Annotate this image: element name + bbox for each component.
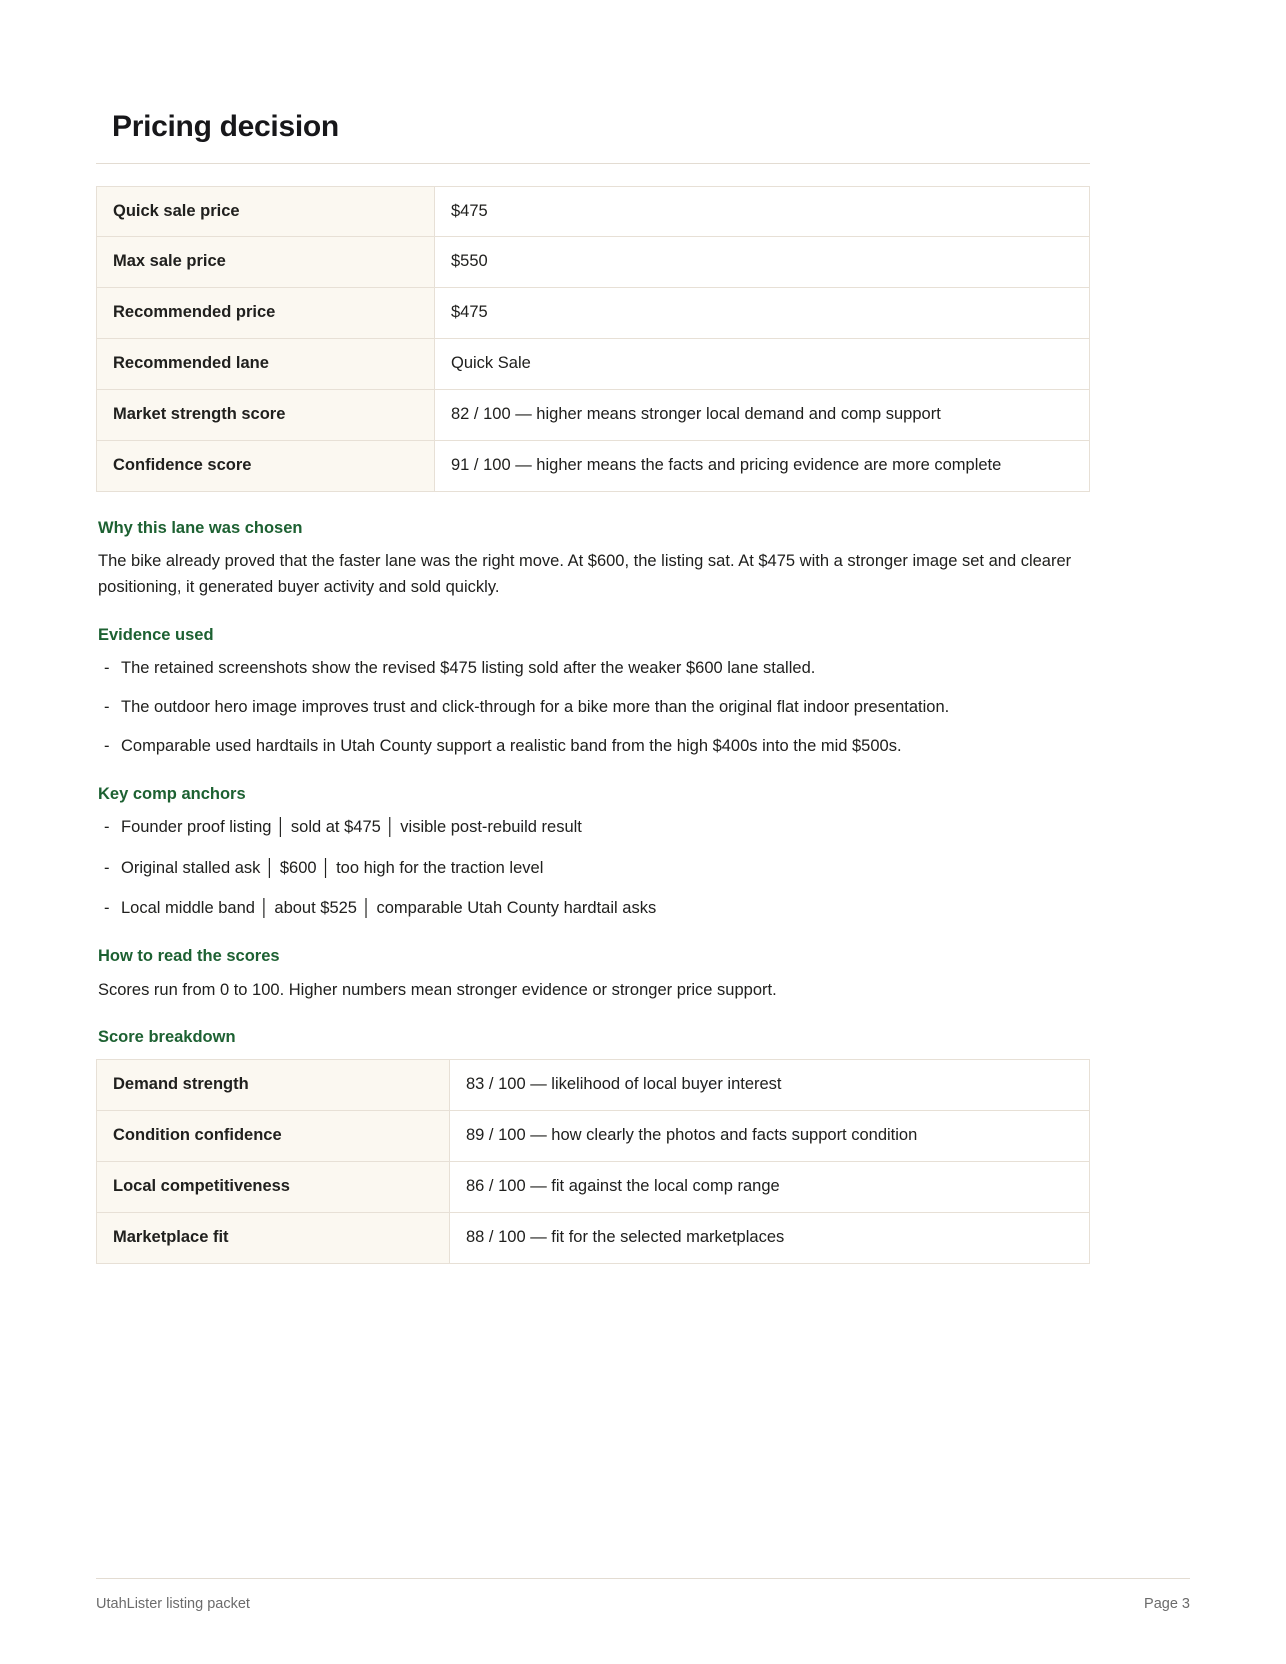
table-row bbox=[97, 1161, 1090, 1212]
list-item: - Founder proof listing │ sold at $475 │ visible post-rebuild result bbox=[102, 815, 1090, 841]
footer-page-number: Page 3 bbox=[1144, 1596, 1190, 1612]
footer-row bbox=[96, 1596, 1190, 1612]
list-item: - Original stalled ask │ $600 │ too high for the traction level bbox=[102, 856, 1090, 882]
list-item: - The outdoor hero image improves trust and click-through for a bike more than the original flat indoor presentation. bbox=[102, 695, 1090, 721]
row-value: 86 / 100 — fit against the local comp range bbox=[450, 1161, 1090, 1212]
footer-divider bbox=[96, 1578, 1190, 1579]
title-divider bbox=[96, 163, 1090, 164]
comp-anchors-list bbox=[96, 815, 1090, 922]
row-label: Recommended lane bbox=[97, 339, 435, 390]
row-value: 89 / 100 — how clearly the photos and facts support condition bbox=[450, 1110, 1090, 1161]
section-heading-why-lane: Why this lane was chosen bbox=[98, 519, 303, 538]
row-label: Recommended price bbox=[97, 288, 435, 339]
row-value: 91 / 100 — higher means the facts and pricing evidence are more complete bbox=[435, 441, 1090, 492]
row-value: 88 / 100 — fit for the selected marketplaces bbox=[450, 1212, 1090, 1263]
row-label: Max sale price bbox=[97, 237, 435, 288]
table-row bbox=[97, 237, 1090, 288]
evidence-list bbox=[96, 656, 1090, 759]
row-value: 82 / 100 — higher means stronger local demand and comp support bbox=[435, 390, 1090, 441]
why-lane-paragraph: The bike already proved that the faster lane was the right move. At $600, the listing sat. At $475 with a stronger image set and clearer positioning, it generated buyer activity and sold quickly. bbox=[98, 552, 1072, 597]
footer-document-name: UtahLister listing packet bbox=[96, 1596, 250, 1612]
section-heading-score-breakdown: Score breakdown bbox=[98, 1028, 236, 1047]
section-heading-comp-anchors: Key comp anchors bbox=[98, 784, 246, 803]
page-footer bbox=[96, 1578, 1190, 1612]
how-to-read-paragraph: Scores run from 0 to 100. Higher numbers mean stronger evidence or stronger price support. bbox=[98, 980, 777, 999]
score-breakdown-table-body bbox=[97, 1059, 1090, 1263]
row-value: 83 / 100 — likelihood of local buyer interest bbox=[450, 1059, 1090, 1110]
table-row bbox=[97, 1059, 1090, 1110]
row-label: Marketplace fit bbox=[97, 1212, 450, 1263]
row-label: Local competitiveness bbox=[97, 1161, 450, 1212]
row-label: Demand strength bbox=[97, 1059, 450, 1110]
row-value: $475 bbox=[435, 288, 1090, 339]
row-label: Market strength score bbox=[97, 390, 435, 441]
section-heading-evidence: Evidence used bbox=[98, 625, 214, 644]
list-item: - The retained screenshots show the revised $475 listing sold after the weaker $600 lane stalled. bbox=[102, 656, 1090, 682]
score-breakdown-table bbox=[96, 1059, 1090, 1264]
list-item: - Comparable used hardtails in Utah County support a realistic band from the high $400s into the mid $500s. bbox=[102, 734, 1090, 760]
table-row bbox=[97, 339, 1090, 390]
list-item: - Local middle band │ about $525 │ comparable Utah County hardtail asks bbox=[102, 896, 1090, 922]
table-row bbox=[97, 288, 1090, 339]
table-row bbox=[97, 390, 1090, 441]
pricing-decision-table-body bbox=[97, 186, 1090, 492]
row-label: Condition confidence bbox=[97, 1110, 450, 1161]
pricing-decision-table bbox=[96, 186, 1090, 493]
page-title: Pricing decision bbox=[112, 110, 339, 143]
row-value: Quick Sale bbox=[435, 339, 1090, 390]
row-value: $550 bbox=[435, 237, 1090, 288]
row-value: $475 bbox=[435, 186, 1090, 237]
table-row bbox=[97, 186, 1090, 237]
row-label: Confidence score bbox=[97, 441, 435, 492]
table-row bbox=[97, 1110, 1090, 1161]
page-content bbox=[96, 0, 1090, 1264]
row-label: Quick sale price bbox=[97, 186, 435, 237]
table-row bbox=[97, 1212, 1090, 1263]
section-heading-how-to-read: How to read the scores bbox=[98, 947, 280, 966]
table-row bbox=[97, 441, 1090, 492]
